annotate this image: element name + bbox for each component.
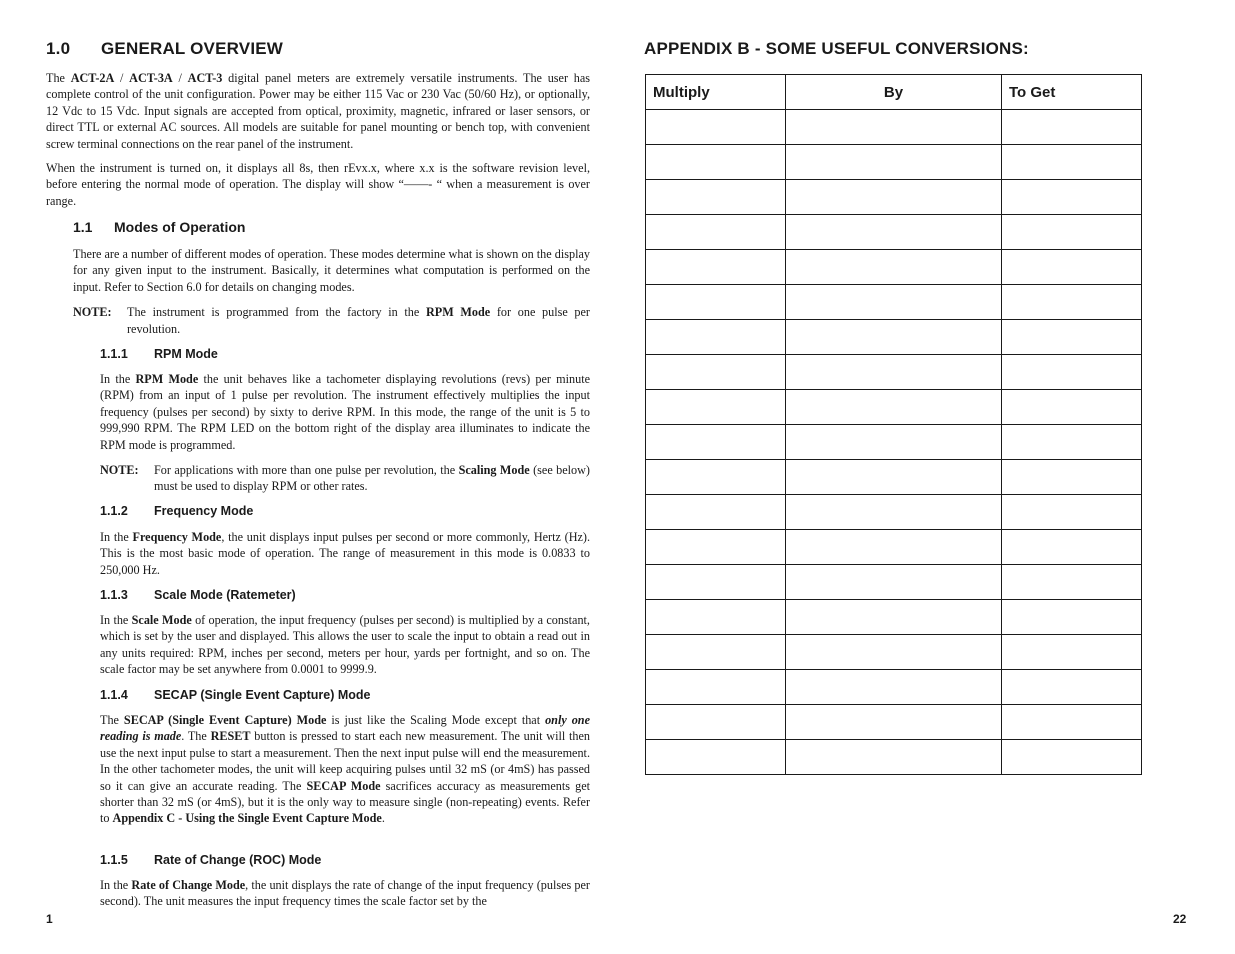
emphasis-text: Appendix C - Using the Single Event Capture Mode (112, 811, 382, 826)
multiply-cell (646, 145, 786, 180)
section-1-1-2-body (100, 529, 590, 578)
header-multiply: Multiply (646, 75, 786, 110)
emphasis-text: Rate of Change Mode (131, 878, 246, 892)
multiply-cell (646, 110, 786, 145)
section-number: 1.1.5 (100, 853, 128, 867)
multiply-cell (646, 670, 786, 705)
to-get-cell (1002, 565, 1142, 600)
by-cell (786, 740, 1002, 775)
multiply-cell (646, 740, 786, 775)
page-number-right: 22 (1173, 912, 1187, 926)
page-number-left: 1 (46, 912, 53, 926)
paragraph: In the Frequency Mode, the unit displays input pulses per second or more commonly, Hertz (Hz). This is the most basic mode of operation. The range of measurement in this mode is 0.0833 to 250,000 Hz. (100, 530, 591, 577)
to-get-cell (1002, 670, 1142, 705)
to-get-cell (1002, 530, 1142, 565)
by-cell (786, 110, 1002, 145)
to-get-cell (1002, 285, 1142, 320)
paragraph: In the Scale Mode of operation, the input frequency (pulses per second) is multiplied by a constant, which is set by the user and displayed. This allows the user to scale the input to obtain a read out in any units required: RPM, inches per second, meters per hour, yards per fortnight, and so on. The scale factor may be set anywhere from 0.0001 to 9999.9. (100, 613, 590, 677)
to-get-cell (1002, 355, 1142, 390)
section-1-1-2-heading (100, 504, 253, 518)
table-row (646, 565, 1142, 600)
note-text: The instrument is programmed from the factory in the RPM Mode for one pulse per revolution. (127, 305, 590, 336)
appendix-b-title: APPENDIX B - SOME USEFUL CONVERSIONS: (644, 39, 1029, 58)
paragraph: There are a number of different modes of operation. These modes determine what is shown on the display for any given input to the instrument. Basically, it determines what computation is performed on the input. Refer to Section 6.0 for details on changing modes. (73, 247, 590, 294)
header-by: By (786, 75, 1002, 110)
to-get-cell (1002, 740, 1142, 775)
multiply-cell (646, 425, 786, 460)
by-cell (786, 460, 1002, 495)
multiply-cell (646, 390, 786, 425)
multiply-cell (646, 180, 786, 215)
table-row (646, 215, 1142, 250)
section-1-1-5-heading (100, 853, 321, 867)
to-get-cell (1002, 635, 1142, 670)
table-row (646, 740, 1142, 775)
by-cell (786, 355, 1002, 390)
emphasis-text: SECAP Mode (306, 778, 381, 793)
by-cell (786, 180, 1002, 215)
to-get-cell (1002, 425, 1142, 460)
multiply-cell (646, 355, 786, 390)
multiply-cell (646, 460, 786, 495)
table-row (646, 320, 1142, 355)
multiply-cell (646, 250, 786, 285)
by-cell (786, 670, 1002, 705)
multiply-cell (646, 285, 786, 320)
by-cell (786, 285, 1002, 320)
header-to-get: To Get (1002, 75, 1142, 110)
by-cell (786, 250, 1002, 285)
section-title: Scale Mode (Ratemeter) (154, 588, 296, 602)
table-row (646, 145, 1142, 180)
emphasis-text: only one reading is made (100, 713, 590, 744)
table-row (646, 355, 1142, 390)
section-1-1-1-heading (100, 347, 218, 361)
to-get-cell (1002, 250, 1142, 285)
table-row (646, 425, 1142, 460)
section-1-1-4-heading (100, 688, 370, 702)
to-get-cell (1002, 600, 1142, 635)
paragraph: When the instrument is turned on, it displays all 8s, then rEvx.x, where x.x is the software revision level, before entering the normal mode of operation. The display will show “——- “ when a measurement is over range. (46, 161, 590, 208)
emphasis-text: Scale Mode (131, 613, 192, 627)
table-row (646, 670, 1142, 705)
section-1-1-4-body (100, 712, 590, 827)
by-cell (786, 425, 1002, 460)
section-1-1-3-heading (100, 588, 296, 602)
table-row (646, 110, 1142, 145)
by-cell (786, 320, 1002, 355)
table-row (646, 600, 1142, 635)
left-page (0, 0, 617, 954)
by-cell (786, 705, 1002, 740)
by-cell (786, 530, 1002, 565)
section-title: GENERAL OVERVIEW (101, 39, 284, 58)
section-1-0-heading (46, 39, 283, 59)
multiply-cell (646, 565, 786, 600)
section-number: 1.0 (46, 39, 71, 58)
table-row (646, 460, 1142, 495)
multiply-cell (646, 320, 786, 355)
paragraph: In the Rate of Change Mode, the unit displays the rate of change of the input frequency (pulses per second). The unit measures the input frequency times the scale factor set by the (100, 878, 590, 909)
multiply-cell (646, 600, 786, 635)
note-label: NOTE: (73, 305, 112, 320)
by-cell (786, 635, 1002, 670)
section-number: 1.1.3 (100, 588, 128, 602)
multiply-cell (646, 705, 786, 740)
table-row (646, 390, 1142, 425)
table-row (646, 705, 1142, 740)
table-row (646, 530, 1142, 565)
paragraph: The ACT-2A / ACT-3A / ACT-3 digital panel meters are extremely versatile instruments. The user has complete control of the unit configuration. Power may be either 115 Vac or 230 Vac (50/60 Hz), or optionally, 12 Vdc to 15 Vdc. Input signals are accepted from optical, proximity, magnetic, infrared or laser sensors, or direct TTL or external AC sources. All models are suitable for panel mounting or bench top, with convenient screw terminal connections on the rear panel of the instrument. (46, 71, 590, 151)
by-cell (786, 495, 1002, 530)
emphasis-text: SECAP (Single Event Capture) Mode (123, 713, 327, 727)
emphasis-text: ACT-3 (187, 71, 223, 85)
emphasis-text: RESET (210, 729, 251, 744)
multiply-cell (646, 635, 786, 670)
to-get-cell (1002, 110, 1142, 145)
paragraph: In the RPM Mode the unit behaves like a tachometer displaying revolutions (revs) per minute (RPM) from an input of 1 pulse per revolution. The instrument effectively multiplies the input frequency (pulses per second) by sixty to derive RPM. In this mode, the range of the unit is 5 to 999,990 RPM. The RPM LED on the bottom right of the display area illuminates to indicate the RPM mode is programmed. (100, 372, 591, 452)
multiply-cell (646, 215, 786, 250)
table-body (646, 110, 1142, 775)
table-header-row (646, 75, 1142, 110)
section-title: Modes of Operation (114, 219, 246, 235)
section-number: 1.1 (73, 219, 93, 235)
by-cell (786, 600, 1002, 635)
section-1-0-body (46, 70, 590, 209)
note-label: NOTE: (100, 463, 139, 478)
table-row (646, 180, 1142, 215)
to-get-cell (1002, 495, 1142, 530)
paragraph: The SECAP (Single Event Capture) Mode is just like the Scaling Mode except that only one reading is made. The RESET button is pressed to start each new measurement. The unit will then use the next input pulse to start a measurement. Then the next input pulse will end the measurement. In the other tachometer modes, the unit will keep acquiring pulses until 32 mS (or 4mS) has passed so it can give an accurate reading. The SECAP Mode sacrifices accuracy as measurements get shorter than 32 mS (or 4mS), but it is the only way to measure single (non-repeating) events. Refer to Appendix C - Using the Single Event Capture Mode. (100, 713, 590, 826)
emphasis-text: Scaling Mode (458, 463, 530, 478)
section-title: RPM Mode (154, 347, 218, 361)
section-number: 1.1.2 (100, 504, 128, 518)
to-get-cell (1002, 320, 1142, 355)
conversion-table (645, 74, 1142, 775)
by-cell (786, 565, 1002, 600)
emphasis-text: Frequency Mode (132, 530, 222, 544)
right-page (617, 0, 1235, 954)
section-1-1-5-body (100, 877, 590, 910)
by-cell (786, 390, 1002, 425)
emphasis-text: ACT-3A (129, 71, 173, 85)
section-title: SECAP (Single Event Capture) Mode (154, 688, 371, 702)
to-get-cell (1002, 145, 1142, 180)
by-cell (786, 145, 1002, 180)
section-1-1-1-body (100, 371, 590, 495)
emphasis-text: RPM Mode (425, 305, 491, 320)
table-row (646, 495, 1142, 530)
emphasis-text: ACT-2A (70, 71, 115, 85)
section-1-1-3-body (100, 612, 590, 678)
table-row (646, 250, 1142, 285)
section-title: Frequency Mode (154, 504, 254, 518)
to-get-cell (1002, 215, 1142, 250)
by-cell (786, 215, 1002, 250)
table-row (646, 285, 1142, 320)
section-1-1-heading (73, 219, 245, 235)
note-text: For applications with more than one pulse per revolution, the Scaling Mode (see below) must be used to display RPM or other rates. (154, 463, 590, 494)
multiply-cell (646, 495, 786, 530)
multiply-cell (646, 530, 786, 565)
to-get-cell (1002, 460, 1142, 495)
emphasis-text: RPM Mode (135, 372, 199, 386)
to-get-cell (1002, 705, 1142, 740)
section-number: 1.1.1 (100, 347, 128, 361)
table-row (646, 635, 1142, 670)
section-number: 1.1.4 (100, 688, 128, 702)
section-1-1-body (73, 246, 590, 337)
to-get-cell (1002, 390, 1142, 425)
note (73, 304, 590, 337)
to-get-cell (1002, 180, 1142, 215)
note (100, 462, 590, 495)
section-title: Rate of Change (ROC) Mode (154, 853, 322, 867)
